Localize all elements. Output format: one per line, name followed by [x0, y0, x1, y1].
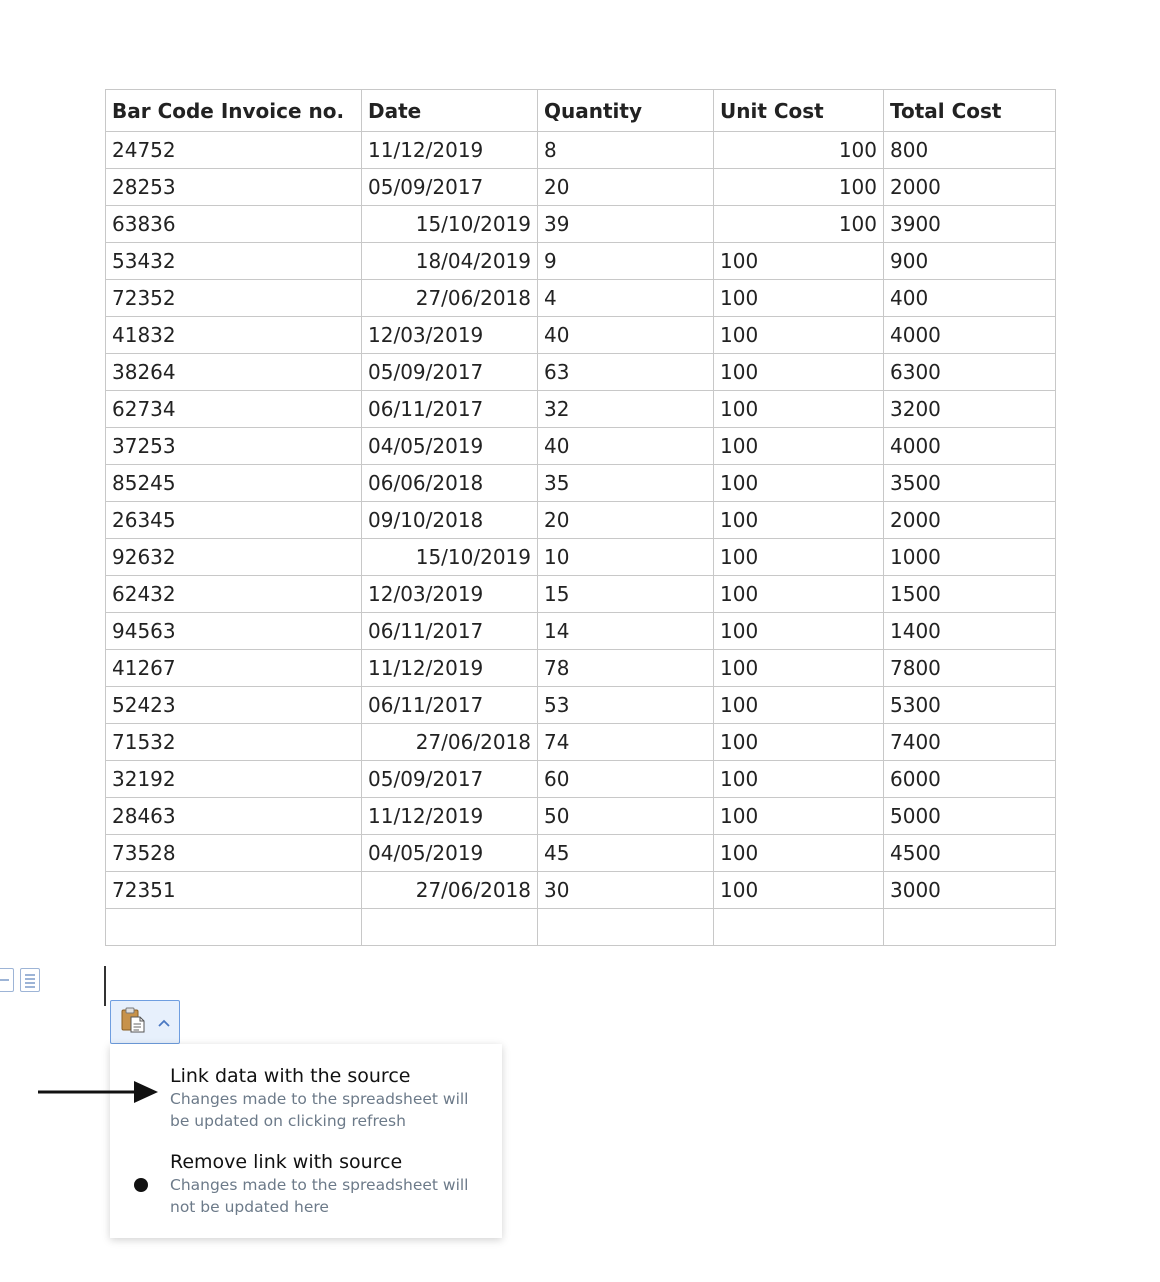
table-cell[interactable]: 4000 — [884, 317, 1056, 354]
table-cell[interactable]: 74 — [538, 724, 714, 761]
table-cell[interactable]: 06/06/2018 — [362, 465, 538, 502]
table-cell[interactable]: 100 — [714, 280, 884, 317]
table-row — [106, 539, 1056, 576]
table-cell[interactable] — [714, 909, 884, 946]
table-cell[interactable]: 45 — [538, 835, 714, 872]
selected-bullet-icon — [134, 1178, 148, 1192]
table-row — [106, 317, 1056, 354]
table-cell[interactable]: 6000 — [884, 761, 1056, 798]
clipboard-paste-icon — [119, 1006, 147, 1038]
table-row — [106, 169, 1056, 206]
table-cell[interactable]: 4 — [538, 280, 714, 317]
table-cell[interactable]: 28253 — [106, 169, 362, 206]
table-cell[interactable]: 72351 — [106, 872, 362, 909]
table-cell[interactable]: 15 — [538, 576, 714, 613]
table-cell[interactable]: 35 — [538, 465, 714, 502]
table-row — [106, 391, 1056, 428]
table-cell[interactable]: 1400 — [884, 613, 1056, 650]
table-cell[interactable]: 20 — [538, 169, 714, 206]
header-bar-code[interactable]: Bar Code Invoice no. — [106, 90, 362, 132]
table-cell[interactable] — [884, 909, 1056, 946]
table-cell[interactable]: 100 — [714, 243, 884, 280]
table-cell[interactable]: 100 — [714, 687, 884, 724]
table-cell[interactable]: 3900 — [884, 206, 1056, 243]
header-quantity[interactable]: Quantity — [538, 90, 714, 132]
table-row — [106, 502, 1056, 539]
link-option-title: Link data with the source — [170, 1065, 411, 1087]
table-cell[interactable]: 63836 — [106, 206, 362, 243]
table-cell[interactable]: 27/06/2018 — [362, 724, 538, 761]
table-cell[interactable]: 100 — [714, 465, 884, 502]
table-row — [106, 909, 1056, 946]
table-row — [106, 428, 1056, 465]
chevron-up-icon[interactable] — [157, 1013, 171, 1032]
table-cell[interactable]: 4500 — [884, 835, 1056, 872]
table-cell[interactable] — [106, 909, 362, 946]
table-cell[interactable]: 100 — [714, 835, 884, 872]
table-cell[interactable]: 3200 — [884, 391, 1056, 428]
table-cell[interactable]: 62734 — [106, 391, 362, 428]
text-cursor — [104, 966, 106, 1006]
table-cell[interactable]: 1500 — [884, 576, 1056, 613]
table-cell[interactable]: 14 — [538, 613, 714, 650]
table-cell[interactable]: 100 — [714, 539, 884, 576]
unlink-option-description-line2: not be updated here — [170, 1198, 329, 1216]
table-cell[interactable]: 62432 — [106, 576, 362, 613]
table-cell[interactable]: 52423 — [106, 687, 362, 724]
table-cell[interactable]: 06/11/2017 — [362, 687, 538, 724]
table-cell[interactable]: 3000 — [884, 872, 1056, 909]
data-table — [105, 89, 1056, 946]
table-cell[interactable]: 5000 — [884, 798, 1056, 835]
table-cell[interactable]: 100 — [714, 132, 884, 169]
table-cell[interactable]: 53432 — [106, 243, 362, 280]
table-cell[interactable]: 27/06/2018 — [362, 872, 538, 909]
table-cell[interactable]: 9 — [538, 243, 714, 280]
header-date[interactable]: Date — [362, 90, 538, 132]
table-cell[interactable]: 32192 — [106, 761, 362, 798]
table-cell[interactable]: 7800 — [884, 650, 1056, 687]
menu-item-remove-link[interactable] — [170, 1150, 490, 1218]
table-cell[interactable]: 05/09/2017 — [362, 354, 538, 391]
table-cell[interactable]: 27/06/2018 — [362, 280, 538, 317]
table-cell[interactable]: 09/10/2018 — [362, 502, 538, 539]
table-cell[interactable]: 15/10/2019 — [362, 206, 538, 243]
table-cell[interactable]: 100 — [714, 872, 884, 909]
link-option-description-line2: be updated on clicking refresh — [170, 1112, 406, 1130]
header-total-cost[interactable]: Total Cost — [884, 90, 1056, 132]
table-row — [106, 206, 1056, 243]
table-cell[interactable]: 63 — [538, 354, 714, 391]
collapse-icon[interactable] — [0, 968, 14, 992]
table-cell[interactable]: 100 — [714, 650, 884, 687]
table-cell[interactable]: 78 — [538, 650, 714, 687]
table-header-row — [106, 90, 1056, 132]
table-cell[interactable]: 7400 — [884, 724, 1056, 761]
table-cell[interactable]: 18/04/2019 — [362, 243, 538, 280]
table-cell[interactable]: 400 — [884, 280, 1056, 317]
table-cell[interactable]: 2000 — [884, 169, 1056, 206]
table-cell[interactable]: 05/09/2017 — [362, 169, 538, 206]
table-cell[interactable]: 04/05/2019 — [362, 428, 538, 465]
table-cell[interactable]: 26345 — [106, 502, 362, 539]
table-cell[interactable]: 50 — [538, 798, 714, 835]
table-row — [106, 280, 1056, 317]
table-cell[interactable]: 11/12/2019 — [362, 798, 538, 835]
table-cell[interactable]: 24752 — [106, 132, 362, 169]
unlink-option-title: Remove link with source — [170, 1151, 403, 1173]
table-cell[interactable]: 28463 — [106, 798, 362, 835]
table-cell[interactable]: 100 — [714, 169, 884, 206]
table-cell[interactable]: 100 — [714, 317, 884, 354]
table-cell[interactable]: 20 — [538, 502, 714, 539]
table-row — [106, 761, 1056, 798]
table-row — [106, 613, 1056, 650]
table-cell[interactable]: 10 — [538, 539, 714, 576]
table-cell[interactable]: 30 — [538, 872, 714, 909]
table-cell[interactable]: 41832 — [106, 317, 362, 354]
table-row — [106, 132, 1056, 169]
table-row — [106, 798, 1056, 835]
table-cell[interactable]: 85245 — [106, 465, 362, 502]
table-row — [106, 576, 1056, 613]
table-cell[interactable]: 1000 — [884, 539, 1056, 576]
table-row — [106, 724, 1056, 761]
table-cell[interactable]: 92632 — [106, 539, 362, 576]
table-cell[interactable]: 73528 — [106, 835, 362, 872]
table-cell[interactable]: 100 — [714, 206, 884, 243]
table-cell[interactable]: 6300 — [884, 354, 1056, 391]
table-cell[interactable]: 38264 — [106, 354, 362, 391]
table-cell[interactable]: 53 — [538, 687, 714, 724]
table-cell[interactable]: 39 — [538, 206, 714, 243]
paste-options-button[interactable] — [110, 1000, 180, 1044]
table-cell[interactable]: 800 — [884, 132, 1056, 169]
table-cell[interactable]: 100 — [714, 798, 884, 835]
table-cell[interactable] — [538, 909, 714, 946]
table-cell[interactable]: 41267 — [106, 650, 362, 687]
unlink-option-description-line1: Changes made to the spreadsheet will — [170, 1176, 469, 1194]
table-cell[interactable]: 100 — [714, 428, 884, 465]
table-cell[interactable]: 11/12/2019 — [362, 650, 538, 687]
table-row — [106, 687, 1056, 724]
table-row — [106, 243, 1056, 280]
table-cell[interactable]: 900 — [884, 243, 1056, 280]
table-cell[interactable]: 3500 — [884, 465, 1056, 502]
table-cell[interactable]: 100 — [714, 761, 884, 798]
table-cell[interactable]: 71532 — [106, 724, 362, 761]
table-cell[interactable]: 100 — [714, 391, 884, 428]
table-cell[interactable]: 40 — [538, 428, 714, 465]
table-cell[interactable]: 94563 — [106, 613, 362, 650]
table-cell[interactable]: 72352 — [106, 280, 362, 317]
table-row — [106, 650, 1056, 687]
table-cell[interactable]: 40 — [538, 317, 714, 354]
table-cell[interactable]: 100 — [714, 724, 884, 761]
table-cell[interactable]: 100 — [714, 502, 884, 539]
table-cell[interactable]: 37253 — [106, 428, 362, 465]
table-cell[interactable] — [362, 909, 538, 946]
table-cell[interactable]: 06/11/2017 — [362, 391, 538, 428]
table-cell[interactable]: 4000 — [884, 428, 1056, 465]
table-cell[interactable]: 2000 — [884, 502, 1056, 539]
table-row — [106, 354, 1056, 391]
table-cell[interactable]: 32 — [538, 391, 714, 428]
table-cell[interactable]: 06/11/2017 — [362, 613, 538, 650]
table-cell[interactable]: 15/10/2019 — [362, 539, 538, 576]
table-cell[interactable]: 100 — [714, 576, 884, 613]
table-row — [106, 835, 1056, 872]
table-row — [106, 872, 1056, 909]
paste-options-menu — [110, 1044, 502, 1238]
table-cell[interactable]: 12/03/2019 — [362, 576, 538, 613]
table-cell[interactable]: 04/05/2019 — [362, 835, 538, 872]
table-cell[interactable]: 5300 — [884, 687, 1056, 724]
header-unit-cost[interactable]: Unit Cost — [714, 90, 884, 132]
table-cell[interactable]: 05/09/2017 — [362, 761, 538, 798]
paragraph-icon[interactable] — [20, 968, 40, 992]
table-cell[interactable]: 100 — [714, 613, 884, 650]
table-cell[interactable]: 12/03/2019 — [362, 317, 538, 354]
table-row — [106, 465, 1056, 502]
menu-item-link-data[interactable] — [170, 1064, 490, 1132]
pointer-arrow-icon — [38, 1078, 162, 1106]
table-cell[interactable]: 8 — [538, 132, 714, 169]
table-cell[interactable]: 60 — [538, 761, 714, 798]
table-cell[interactable]: 100 — [714, 354, 884, 391]
table-cell[interactable]: 11/12/2019 — [362, 132, 538, 169]
link-option-description-line1: Changes made to the spreadsheet will — [170, 1090, 469, 1108]
margin-icons — [0, 968, 40, 992]
